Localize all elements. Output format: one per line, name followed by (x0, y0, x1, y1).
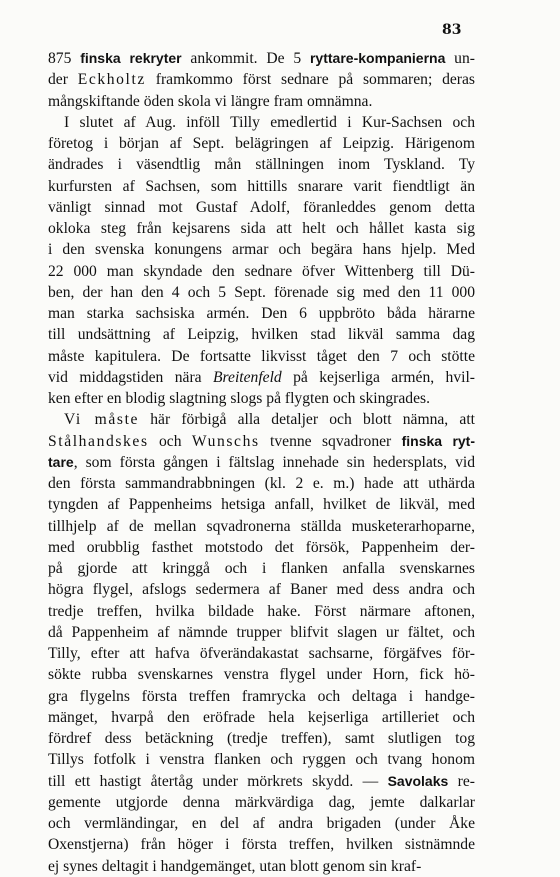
text-segment: Eckholtz (77, 71, 146, 89)
text-segment: tvenne sqvadroner (259, 432, 402, 450)
text-line (48, 261, 475, 282)
text-line (48, 133, 475, 154)
text-segment: Breitenfeld (213, 368, 282, 386)
text-line (48, 473, 475, 494)
text-line (48, 303, 475, 324)
text-line (48, 664, 475, 685)
text-segment: till ett hastigt återtåg under mörkrets skydd. — (48, 772, 388, 790)
text-line (48, 431, 475, 452)
text-segment: Oxenstjerna) från höger i första treffen, hvilken sistnämnde (48, 836, 475, 854)
text-line (48, 388, 475, 409)
text-segment: 22 000 man skyndade den sednare öfver Wittenberg till Dü- (48, 262, 475, 280)
text-line (48, 324, 475, 345)
text-segment: den första sammandrabbningen (kl. 2 e. m.) hade att uthärda (48, 475, 475, 492)
text-segment: okloka steg från kejsarens sida att helt och hållet kasta sig (48, 220, 475, 237)
page-number: 83 (442, 22, 462, 38)
text-line (48, 728, 475, 749)
text-segment: finska ryt- (401, 432, 475, 449)
text-segment: tillhjelp af de mellan sqvadronerna ställda musketerarhoparne, (48, 517, 475, 535)
text-line (48, 856, 475, 877)
text-segment: i den svenska konungens armar och begära hans hjelp. Med (48, 241, 475, 259)
text-segment: ben, der han den 4 och 5 Sept. förenade sig med den 11 000 (48, 283, 475, 301)
text-line (48, 686, 475, 707)
text-segment: vid middagstiden nära (48, 368, 214, 386)
text-line (48, 516, 475, 537)
text-segment: man starka sachsiska armén. Den 6 uppbröto båda härarne (48, 305, 475, 322)
text-line (48, 346, 475, 367)
body-text (48, 48, 475, 877)
text-line (48, 409, 475, 430)
text-line (48, 579, 475, 600)
text-segment: och (148, 432, 192, 450)
text-segment: , som första gången i fältslag innehade sin hedersplats, vid (73, 453, 475, 471)
text-line (48, 537, 475, 558)
text-segment: Savolaks (387, 772, 449, 789)
text-segment: ändrades i väsendtlig mån ställningen inom Tyskland. Ty (48, 156, 475, 174)
text-segment: sökte rubba svenskarnes venstra flygel under Horn, fick hö- (48, 666, 475, 684)
text-line (48, 622, 475, 643)
text-line (48, 197, 475, 218)
text-segment: Wunschs (191, 432, 260, 450)
text-segment: un- (445, 50, 475, 67)
text-segment: I slutet af Aug. inföll Tilly emedlertid i Kur-Sachsen och (64, 113, 475, 131)
text-segment: ankommit. De 5 (181, 50, 310, 67)
text-segment: fördref dess betäckning (tredje treffen), samt slutligen tog (48, 730, 475, 747)
text-line (48, 69, 475, 90)
text-segment: tredje treffen, hvilka bildade hake. Först närmare aftonen, (48, 602, 475, 620)
text-line (48, 218, 475, 239)
text-segment: Stålhandskes (48, 432, 149, 450)
text-segment: Tillys fotfolk i venstra flanken och ryggen och tvang honom (48, 751, 475, 769)
text-segment: på kejserliga armén, hvil- (281, 368, 475, 386)
text-line (48, 834, 475, 855)
text-segment: och vermländingar, en del af andra brigaden (under Åke (48, 815, 475, 832)
text-line (48, 282, 475, 303)
text-segment: re- (448, 772, 475, 790)
text-segment: kurfursten af Sachsen, som hittills snarare varit fiendtligt än (48, 177, 475, 195)
text-line (48, 176, 475, 197)
text-segment: tyngden af Pappenheims hetsiga anfall, hvilket de likväl, med (48, 496, 475, 514)
text-line (48, 749, 475, 770)
text-segment: på gjorde att kringgå och i flanken anfalla svenskarnes (48, 560, 475, 577)
text-segment: då Pappenheim af nämnde trupper blifvit slagen ur fältet, och (48, 623, 475, 641)
text-line (48, 452, 475, 473)
text-line (48, 91, 475, 112)
text-segment: ej synes deltagit i handgemänget, utan blott genom sin kraf- (48, 857, 422, 875)
text-line (48, 771, 475, 792)
text-segment: mänget, hvarpå den eröfrade hela kejserliga artilleriet och (48, 708, 475, 726)
text-line (48, 154, 475, 175)
text-segment: gemente utgjorde denna märkvärdiga dag, jemte dalkarlar (48, 793, 475, 811)
text-segment: vänligt sinnad mot Gustaf Adolf, föranleddes genom detta (48, 198, 475, 216)
text-line (48, 558, 475, 579)
text-segment: måste kapitulera. De fortsatte likvisst tåget den 7 och stötte (48, 347, 475, 365)
text-segment: företog i början af Sept. belägringen af Leipzig. Härigenom (48, 135, 475, 152)
text-line (48, 601, 475, 622)
text-segment: finska rekryter (80, 50, 182, 66)
text-segment: tare (48, 453, 74, 470)
text-segment: högra flygel, afslogs sedermera af Baner med dess andra och (48, 581, 475, 599)
text-line (48, 792, 475, 813)
text-line (48, 48, 475, 69)
text-segment: Tilly, efter att hafva öfverändakastat sachsarne, förgäfves för- (48, 645, 475, 662)
text-segment: mångskiftande öden skola vi längre fram omnämna. (48, 92, 373, 110)
text-segment: der (48, 71, 78, 89)
text-segment: Vi måste (64, 411, 140, 429)
text-line (48, 239, 475, 260)
text-line (48, 707, 475, 728)
text-line (48, 643, 475, 664)
text-segment: ken efter en blodig slagtning slogs på flygten och skingrades. (48, 390, 430, 407)
text-segment: gra flygelns första treffen framrycka och deltaga i handge- (48, 687, 475, 705)
text-segment: med orubblig fasthet motstodo det försök, Pappenheim der- (48, 538, 475, 556)
text-line (48, 494, 475, 515)
text-segment: till undsättning af Leipzig, hvilken stad likväl samma dag (48, 326, 475, 344)
text-line (48, 813, 475, 834)
text-segment: 875 (48, 50, 81, 67)
text-segment: här förbigå alla detaljer och blott nämna, att (139, 411, 475, 429)
text-segment: framkommo först sednare på sommaren; deras (145, 71, 475, 89)
text-line (48, 112, 475, 133)
text-line (48, 367, 475, 388)
text-segment: ryttare-kompanierna (309, 50, 446, 66)
